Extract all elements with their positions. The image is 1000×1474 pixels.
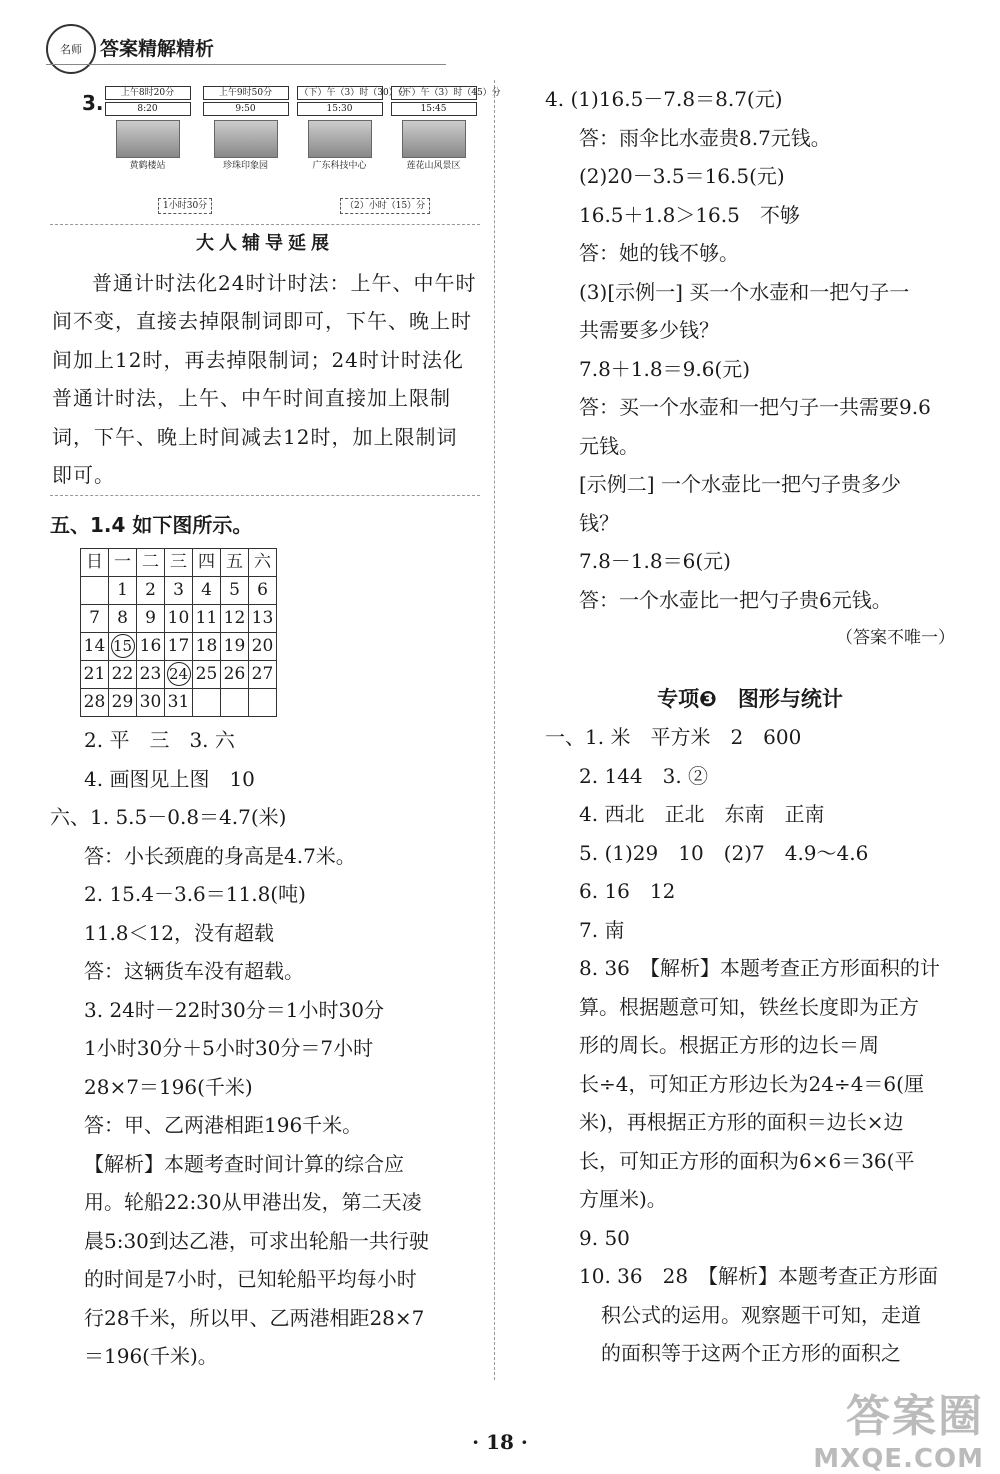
answer-line: 7.8＋1.8＝9.6(元) — [579, 356, 751, 381]
scene-place: 广东科技中心 — [312, 161, 367, 171]
weekday-cell: 三 — [165, 549, 193, 577]
circled-date: 15 — [111, 634, 135, 658]
date-cell: 7 — [81, 605, 109, 633]
date-cell: 9 — [137, 605, 165, 633]
scene-place: 黄鹤楼站 — [129, 161, 166, 171]
duration-note: 1小时30分 — [158, 198, 212, 214]
duration-note: （2）小时（15）分 — [340, 198, 430, 214]
date-cell — [81, 577, 109, 605]
weekday-cell: 六 — [249, 549, 277, 577]
weekday-cell: 一 — [109, 549, 137, 577]
date-cell — [221, 689, 249, 717]
answer-line: 答：买一个水壶和一把勺子一共需要9.6 — [579, 395, 931, 419]
date-cell: 5 — [221, 577, 249, 605]
question-number: 3. — [82, 91, 104, 115]
column-divider — [494, 80, 495, 1380]
answer-line: 答：小长颈鹿的身高是4.7米。 — [84, 843, 356, 868]
date-cell: 8 — [109, 605, 137, 633]
answer-line: [示例二] 一个水壶比一把勺子贵多少 — [579, 472, 901, 496]
scene-tag: 上午9时50分 — [203, 86, 289, 100]
header-title: 答案精解精析 — [100, 38, 215, 60]
scene-photo — [116, 120, 180, 158]
date-cell: 20 — [249, 633, 277, 661]
date-cell: 26 — [221, 661, 249, 689]
answer-line: (2)20－3.5＝16.5(元) — [579, 164, 785, 188]
answer-line: 长÷4，可知正方形边长为24÷4＝6(厘 — [579, 1071, 924, 1096]
scene-place: 珍珠印象园 — [222, 161, 268, 171]
time-figure — [50, 84, 501, 214]
scene-time: 9:50 — [203, 102, 289, 116]
answer-line: 【解析】本题考查时间计算的综合应 — [84, 1151, 404, 1176]
scene-time: 8:20 — [105, 102, 191, 116]
date-cell: 19 — [221, 633, 249, 661]
watermark — [813, 1380, 984, 1474]
scene-time: 15:45 — [391, 102, 477, 116]
header-rule — [46, 64, 446, 65]
calendar-row — [81, 661, 277, 689]
calendar-row — [81, 577, 277, 605]
circled-date: 24 — [167, 662, 191, 686]
answer-line: ＝196(千米)。 — [84, 1344, 218, 1368]
answer-line: 共需要多少钱？ — [579, 318, 719, 342]
answer-line: 算。根据题意可知，铁丝长度即为正方 — [579, 994, 919, 1019]
answer-line: 9. 50 — [579, 1225, 630, 1250]
answer-line: 28×7＝196(千米) — [84, 1074, 253, 1099]
tip-title: 大人辅导延展 — [196, 233, 334, 254]
answer-line: 钱？ — [579, 510, 619, 535]
answer-line: 晨5:30到达乙港，可求出轮船一共行驶 — [84, 1228, 429, 1253]
answer-line: 米)，再根据正方形的面积＝边长×边 — [579, 1110, 904, 1134]
answer-line: 积公式的运用。观察题干可知，走道 — [601, 1302, 921, 1327]
date-cell: 6 — [249, 577, 277, 605]
answer-line: 六、1. 5.5－0.8＝4.7(米) — [50, 805, 287, 829]
date-cell: 27 — [249, 661, 277, 689]
date-cell: 18 — [193, 633, 221, 661]
scene-2 — [198, 84, 293, 204]
answer-line: 4. 画图见上图 10 — [84, 766, 255, 791]
answer-line: 5. (1)29 10 (2)7 4.9～4.6 — [579, 840, 869, 865]
answer-line: 用。轮船22:30从甲港出发，第二天凌 — [84, 1190, 422, 1214]
date-cell: 13 — [249, 605, 277, 633]
date-cell: 3 — [165, 577, 193, 605]
answer-line: 答：雨伞比水壶贵8.7元钱。 — [579, 125, 831, 150]
answer-line: 的时间是7小时，已知轮船平均每小时 — [84, 1267, 417, 1291]
answer-line: 3. 24时－22时30分＝1小时30分 — [84, 997, 384, 1022]
weekday-cell: 日 — [81, 549, 109, 577]
watermark-text: 答案圈 — [846, 1391, 984, 1442]
date-cell: 4 — [193, 577, 221, 605]
section-title: 专项❸ 图形与统计 — [657, 686, 843, 711]
answer-line: 答：甲、乙两港相距196千米。 — [84, 1113, 363, 1137]
date-cell: 2 — [137, 577, 165, 605]
date-cell: 23 — [137, 661, 165, 689]
date-cell: 28 — [81, 689, 109, 717]
answer-line: 16.5＋1.8＞16.5 不够 — [579, 202, 800, 227]
scene-tag: （下）午（3）时（45）分 — [391, 86, 477, 100]
scene-photo — [402, 120, 466, 158]
answer-line: 长，可知正方形的面积为6×6＝36(平 — [579, 1148, 915, 1173]
date-cell: 30 — [137, 689, 165, 717]
date-cell: 12 — [221, 605, 249, 633]
weekday-cell: 二 — [137, 549, 165, 577]
page-number: · 18 · — [472, 1430, 528, 1454]
date-cell: 10 — [165, 605, 193, 633]
answer-line: 11.8＜12，没有超载 — [84, 920, 274, 945]
calendar-row — [81, 633, 277, 661]
date-cell: 14 — [81, 633, 109, 661]
scene-4 — [386, 84, 501, 204]
date-cell: 29 — [109, 689, 137, 717]
scene-time: 15:30 — [297, 102, 383, 116]
scene-place: 莲花山风景区 — [406, 161, 461, 171]
answer-line: 8. 36 【解析】本题考查正方形面积的计 — [579, 956, 940, 980]
weekday-cell: 五 — [221, 549, 249, 577]
scene-photo — [214, 120, 278, 158]
date-cell-circled — [109, 633, 137, 661]
calendar-row — [81, 605, 277, 633]
publisher-logo: 名师 — [46, 24, 96, 74]
date-cell: 22 — [109, 661, 137, 689]
answer-line: 答：这辆货车没有超载。 — [84, 959, 304, 983]
answer-line: 2. 15.4－3.6＝11.8(吨) — [84, 882, 306, 906]
answer-line: 1小时30分＋5小时30分＝7小时 — [84, 1036, 374, 1060]
tip-box — [50, 224, 480, 496]
scene-3 — [292, 84, 407, 204]
answer-line: 6. 16 12 — [579, 879, 676, 903]
scene-tag: 上午8时20分 — [105, 86, 191, 100]
date-cell — [193, 689, 221, 717]
answer-note: （答案不唯一） — [836, 628, 955, 648]
date-cell — [249, 689, 277, 717]
answer-line: 元钱。 — [579, 433, 639, 458]
weekday-cell: 四 — [193, 549, 221, 577]
calendar-row — [81, 689, 277, 717]
answer-line: 答：一个水壶比一把勺子贵6元钱。 — [579, 587, 892, 612]
answer-line: 10. 36 28 【解析】本题考查正方形面 — [579, 1264, 939, 1288]
answer-line: 2. 平 三 3. 六 — [84, 728, 235, 752]
right-column — [545, 80, 955, 1373]
answer-line: 4. 西北 正北 东南 正南 — [579, 802, 825, 826]
question-5-intro: 五、1.4 如下图所示。 — [50, 512, 253, 537]
date-cell: 21 — [81, 661, 109, 689]
answer-line: 一、1. 米 平方米 2 600 — [545, 725, 802, 749]
watermark-url: MXQE.COM — [813, 1444, 984, 1474]
date-cell: 1 — [109, 577, 137, 605]
answer-line: 4. (1)16.5－7.8＝8.7(元) — [545, 87, 783, 111]
date-cell: 25 — [193, 661, 221, 689]
date-cell-circled — [165, 661, 193, 689]
answer-line: 7. 南 — [579, 917, 625, 942]
answer-line: 答：她的钱不够。 — [579, 241, 739, 265]
answer-line: 2. 144 3. ② — [579, 763, 709, 788]
left-column — [50, 80, 501, 1376]
scene-1 — [100, 84, 195, 204]
date-cell: 11 — [193, 605, 221, 633]
answer-line: 7.8－1.8＝6(元) — [579, 549, 731, 573]
answer-line: 行28千米，所以甲、乙两港相距28×7 — [84, 1305, 425, 1330]
answer-line: 形的周长。根据正方形的边长＝周 — [579, 1033, 879, 1057]
answer-line: 的面积等于这两个正方形的面积之 — [601, 1341, 901, 1365]
scene-photo — [308, 120, 372, 158]
answer-line: (3)[示例一] 买一个水壶和一把勺子一 — [579, 279, 910, 304]
date-cell: 31 — [165, 689, 193, 717]
calendar-header-row — [81, 549, 277, 577]
scene-tag: （下）午（3）时（30）分 — [297, 86, 383, 100]
date-cell: 17 — [165, 633, 193, 661]
calendar-table — [80, 548, 277, 717]
answer-line: 方厘米)。 — [579, 1187, 667, 1211]
tip-text: 普通计时法化24时计时法：上午、中午时间不变，直接去掉限制词即可，下午、晚上时间加上12时，再去掉限制词；24时计时法化普通计时法，上午、中午时间直接加上限制词，下午、晚上时间减去12时，加上限制词即可。 — [52, 270, 477, 487]
date-cell: 16 — [137, 633, 165, 661]
